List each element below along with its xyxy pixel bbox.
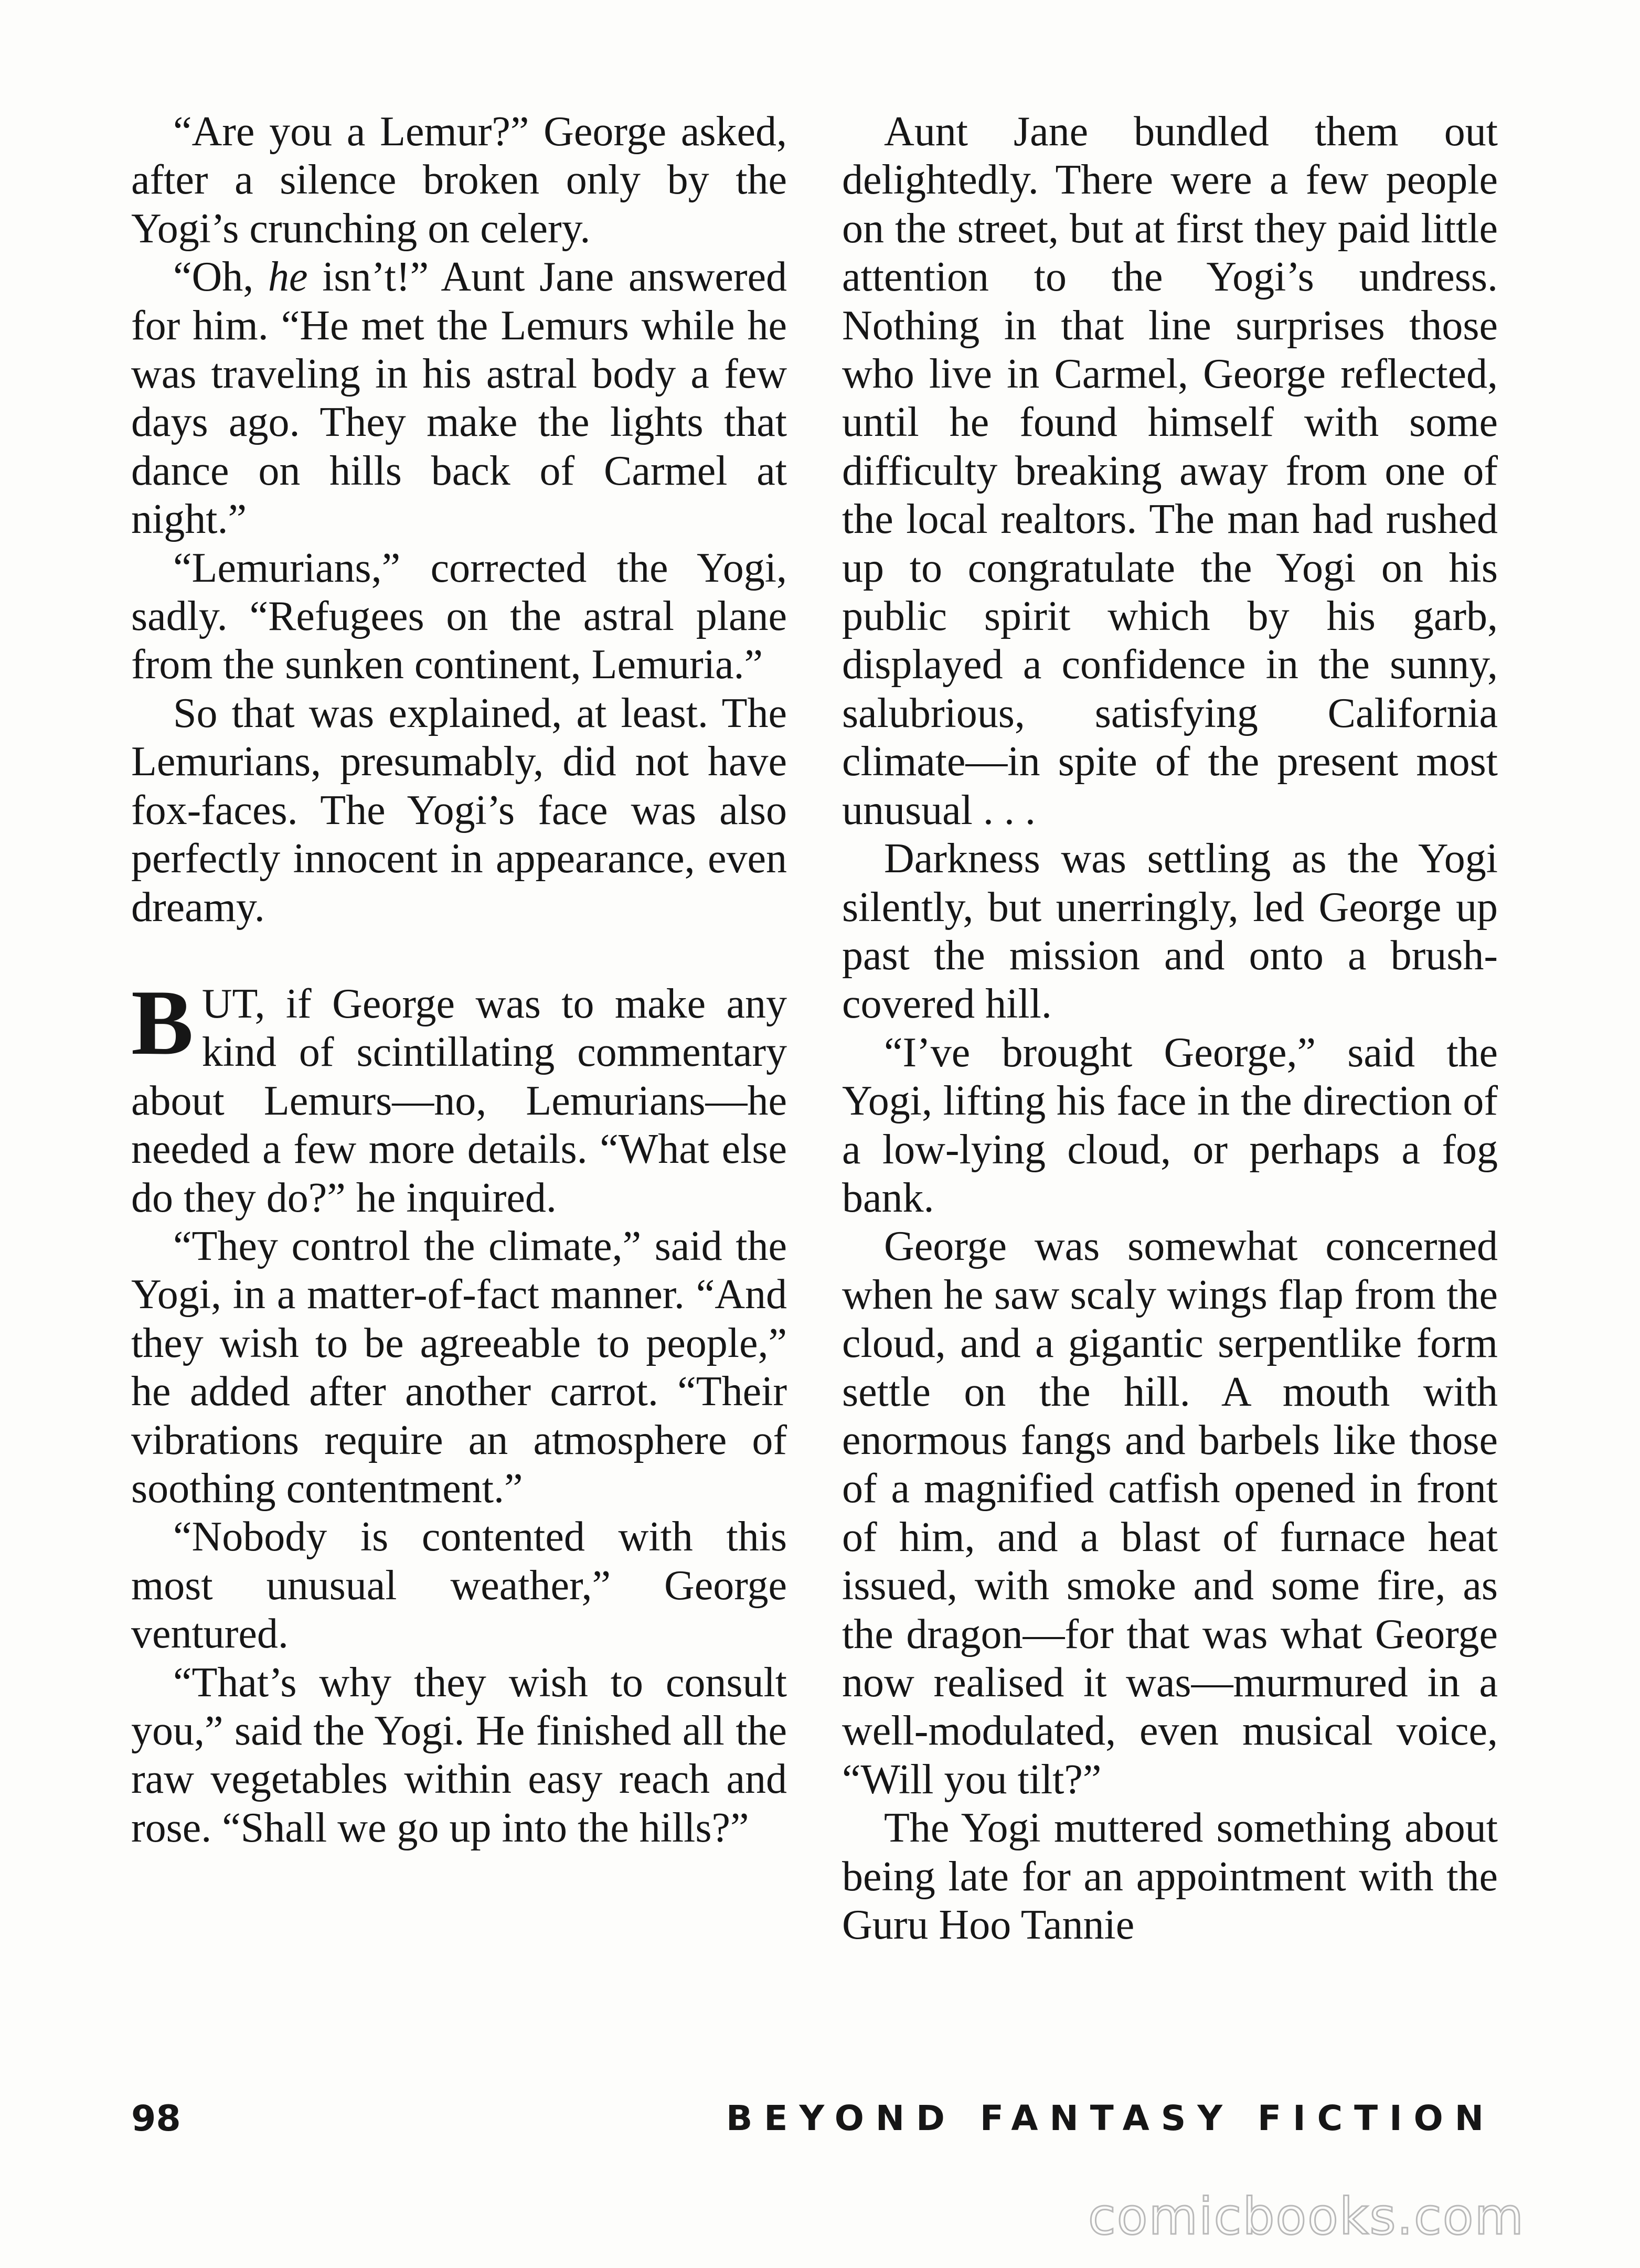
- paragraph: “Are you a Lemur?” George asked, after a silence broken only by the Yogi’s crunching on celery.: [131, 109, 787, 252]
- watermark: comicbooks.com: [1088, 2187, 1525, 2246]
- running-head: BEYOND FANTASY FICTION: [726, 2098, 1495, 2138]
- paragraph: So that was explained, at least. The Lemurians, presumably, did not have fox-faces. The Yogi’s face was also perfectly innocent in appearance, even dreamy.: [131, 690, 787, 930]
- paragraph: “I’ve brought George,” said the Yogi, lifting his face in the direction of a low-lying cloud, or perhaps a fog bank.: [842, 1029, 1498, 1221]
- right-column: [842, 108, 1498, 1949]
- paragraph: “They control the climate,” said the Yogi, in a matter-of-fact manner. “And they wish to be agreeable to people,” he added after another carrot. “Their vibrations require an atmosphere of soothing contentment.”: [131, 1223, 787, 1512]
- paragraph: “Oh, he isn’t!” Aunt Jane answered for him. “He met the Lemurs while he was traveling in his astral body a few days ago. They make the lights that dance on hills back of Carmel at night.”: [131, 254, 787, 543]
- paragraph: “That’s why they wish to consult you,” said the Yogi. He finished all the raw vegetables within easy reach and rose. “Shall we go up into the hills?”: [131, 1659, 787, 1851]
- drop-cap: B: [131, 970, 194, 1074]
- paragraph: “Lemurians,” corrected the Yogi, sadly. “Refugees on the astral plane from the sunken continent, Lemuria.”: [131, 544, 787, 688]
- paragraph: The Yogi muttered something about being late for an appointment with the Guru Hoo Tannie: [842, 1805, 1498, 1949]
- section-opening-paragraph: [131, 970, 787, 1222]
- drop-cap-text: UT, if George was to make any kind of scintillating commentary about Lemurs—no, Lemurians—he needed a few more details. “What else do they do?” he inquired.: [131, 980, 787, 1221]
- page-footer: [131, 2098, 1495, 2151]
- paragraph: George was somewhat concerned when he saw scaly wings flap from the cloud, and a gigantic serpentlike form settle on the hill. A mouth with enormous fangs and barbels like those of a magnified catfish opened in front of him, and a blast of furnace heat issued, with smoke and some fire, as the dragon—for that was what George now realised it was—murmured in a well-modulated, even musical voice, “Will you tilt?”: [842, 1223, 1498, 1803]
- paragraph: Darkness was settling as the Yogi silently, but unerringly, led George up past the mission and onto a brush-covered hill.: [842, 836, 1498, 1028]
- page-number: 98: [131, 2098, 181, 2139]
- paragraph: “Nobody is contented with this most unusual weather,” George ventured.: [131, 1514, 787, 1657]
- paragraph: Aunt Jane bundled them out delightedly. There were a few people on the street, but at first they paid little attention to the Yogi’s undress. Nothing in that line surprises those who live in Carmel, George reflected, until he found himself with some difficulty breaking away from one of the local realtors. The man had rushed up to congratulate the Yogi on his public spirit which by his garb, displayed a confidence in the sunny, salubrious, satisfying California climate—in spite of the present most unusual . . .: [842, 109, 1498, 833]
- left-column: [131, 108, 787, 1852]
